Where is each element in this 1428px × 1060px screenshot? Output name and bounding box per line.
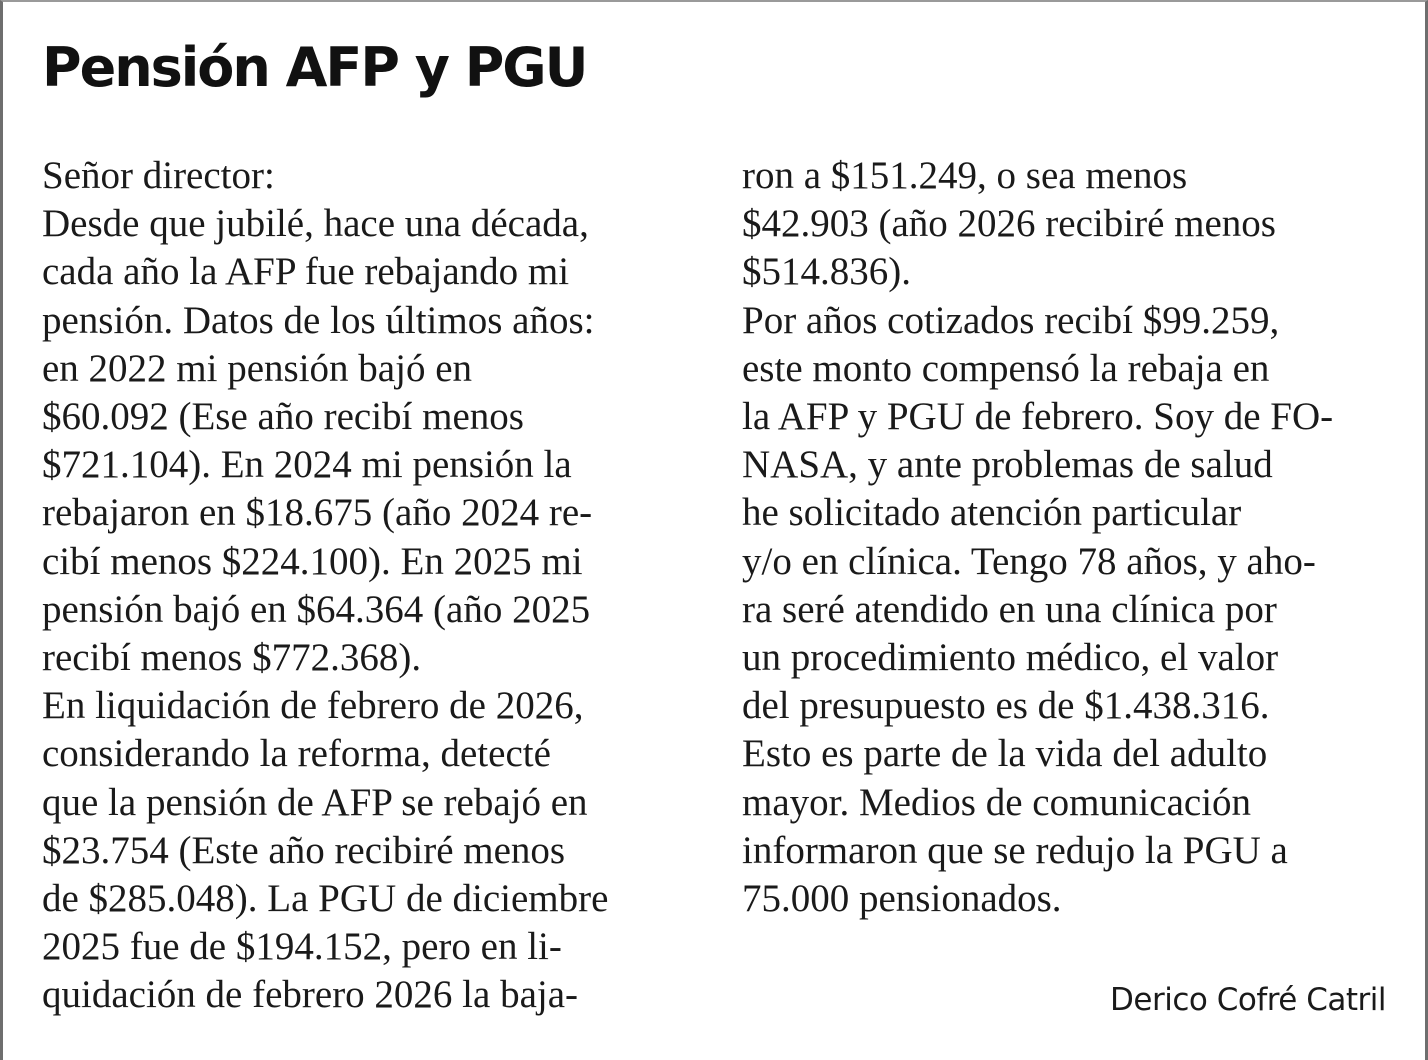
body-line: un procedimiento médico, el valor — [742, 636, 1279, 680]
body-line: he solicitado atención particular — [742, 491, 1242, 535]
body-line: considerando la reforma, detecté — [42, 732, 551, 776]
letter-body-left-column — [42, 152, 692, 1020]
body-line: que la pensión de AFP se rebajó en — [42, 780, 588, 824]
body-line: $42.903 (año 2026 recibiré menos — [742, 202, 1276, 246]
signature: Derico Cofré Catril — [1110, 982, 1386, 1018]
body-line: ron a $151.249, o sea menos — [742, 154, 1188, 197]
body-line: Señor director: — [42, 154, 275, 197]
body-line: 2025 fue de $194.152, pero en li- — [42, 925, 562, 969]
body-line: del presupuesto es de $1.438.316. — [742, 684, 1270, 728]
body-line: Desde que jubilé, hace una década, — [42, 202, 589, 246]
body-line: informaron que se redujo la PGU a — [742, 828, 1288, 872]
body-line: Esto es parte de la vida del adulto — [742, 732, 1268, 776]
body-line: quidación de febrero 2026 la baja- — [42, 973, 579, 1017]
body-line: $721.104). En 2024 mi pensión la — [42, 443, 572, 487]
body-line: y/o en clínica. Tengo 78 años, y aho- — [742, 539, 1316, 583]
body-line: recibí menos $772.368). — [42, 636, 422, 680]
body-line: cada año la AFP fue rebajando mi — [42, 250, 570, 294]
body-line: pensión. Datos de los últimos años: — [42, 298, 595, 342]
body-line: cibí menos $224.100). En 2025 mi — [42, 539, 583, 583]
body-line: En liquidación de febrero de 2026, — [42, 684, 584, 728]
body-line: este monto compensó la rebaja en — [742, 346, 1270, 390]
body-line: pensión bajó en $64.364 (año 2025 — [42, 587, 591, 631]
body-line: rebajaron en $18.675 (año 2024 re- — [42, 491, 593, 535]
body-line: $23.754 (Este año recibiré menos — [42, 828, 566, 872]
body-line: mayor. Medios de comunicación — [742, 780, 1252, 824]
body-line: en 2022 mi pensión bajó en — [42, 346, 473, 390]
headline: Pensión AFP y PGU — [42, 36, 587, 99]
body-line: 75.000 pensionados. — [742, 877, 1062, 921]
body-line: Por años cotizados recibí $99.259, — [742, 298, 1280, 342]
body-line: la AFP y PGU de febrero. Soy de FO- — [742, 395, 1334, 439]
body-line: ra seré atendido en una clínica por — [742, 587, 1277, 631]
body-line: $514.836). — [742, 250, 911, 294]
body-line: $60.092 (Ese año recibí menos — [42, 395, 524, 439]
letter-body-right-column — [742, 152, 1392, 923]
body-line: NASA, y ante problemas de salud — [742, 443, 1273, 487]
body-line: de $285.048). La PGU de diciembre — [42, 877, 609, 921]
